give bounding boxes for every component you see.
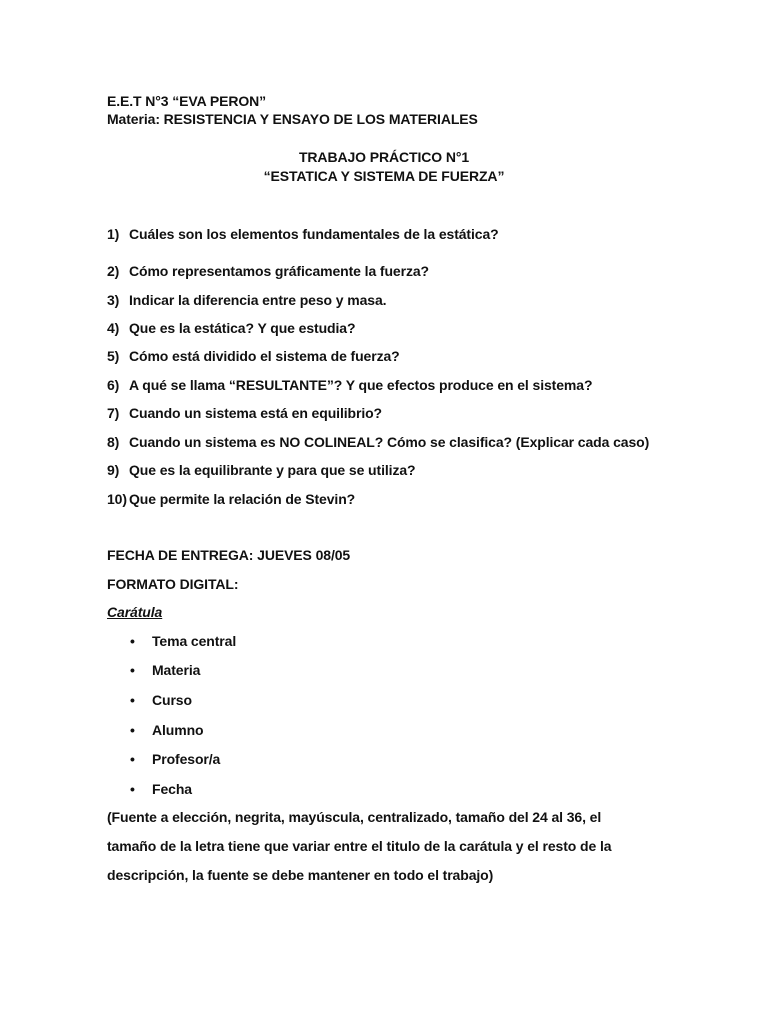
list-item bbox=[0, 633, 768, 653]
bullet-icon: • bbox=[130, 722, 135, 738]
assignment-title: TRABAJO PRÁCTICO N°1 bbox=[298, 149, 470, 165]
question-item bbox=[0, 405, 768, 425]
list-item-text: Profesor/a bbox=[152, 751, 221, 767]
question-number: 9) bbox=[107, 462, 120, 478]
question-text: Que permite la relación de Stevin? bbox=[129, 491, 356, 507]
question-text: Cuando un sistema está en equilibrio? bbox=[129, 405, 383, 421]
bullet-icon: • bbox=[130, 781, 135, 797]
question-number: 6) bbox=[107, 377, 120, 393]
question-text: A qué se llama “RESULTANTE”? Y que efectos produce en el sistema? bbox=[129, 377, 593, 393]
list-item-text: Materia bbox=[152, 662, 201, 678]
question-item bbox=[0, 320, 768, 340]
question-text: Indicar la diferencia entre peso y masa. bbox=[129, 292, 387, 308]
question-text: Cuáles son los elementos fundamentales de la estática? bbox=[129, 226, 499, 242]
list-item bbox=[0, 692, 768, 712]
question-number: 1) bbox=[107, 226, 120, 242]
question-item bbox=[0, 434, 768, 454]
school-name: E.E.T N°3 “EVA PERON” bbox=[107, 93, 267, 109]
bullet-icon: • bbox=[130, 751, 135, 767]
bullet-icon: • bbox=[130, 633, 135, 649]
question-text: Que es la equilibrante y para que se utiliza? bbox=[129, 462, 416, 478]
bullet-icon: • bbox=[130, 662, 135, 678]
list-item-text: Tema central bbox=[152, 633, 237, 649]
assignment-subtitle: “ESTATICA Y SISTEMA DE FUERZA” bbox=[263, 168, 505, 184]
question-item bbox=[0, 462, 768, 482]
question-number: 2) bbox=[107, 263, 120, 279]
question-number: 3) bbox=[107, 292, 120, 308]
list-item bbox=[0, 781, 768, 801]
question-number: 10) bbox=[107, 491, 127, 507]
note-line: descripción, la fuente se debe mantener en todo el trabajo) bbox=[107, 867, 494, 883]
question-text: Que es la estática? Y que estudia? bbox=[129, 320, 356, 336]
list-item-text: Fecha bbox=[152, 781, 192, 797]
note-line: (Fuente a elección, negrita, mayúscula, centralizado, tamaño del 24 al 36, el bbox=[107, 809, 602, 825]
question-item bbox=[0, 491, 768, 511]
delivery-format: FORMATO DIGITAL: bbox=[107, 576, 239, 592]
question-number: 4) bbox=[107, 320, 120, 336]
question-number: 8) bbox=[107, 434, 120, 450]
question-text: Cuando un sistema es NO COLINEAL? Cómo se clasifica? (Explicar cada caso) bbox=[129, 434, 650, 450]
question-text: Cómo está dividido el sistema de fuerza? bbox=[129, 348, 400, 364]
list-item bbox=[0, 662, 768, 682]
question-item bbox=[0, 263, 768, 283]
question-item bbox=[0, 377, 768, 397]
question-item bbox=[0, 292, 768, 312]
question-item bbox=[0, 226, 768, 246]
question-number: 7) bbox=[107, 405, 120, 421]
note-line: tamaño de la letra tiene que variar entre el titulo de la carátula y el resto de la bbox=[107, 838, 612, 854]
list-item bbox=[0, 751, 768, 771]
question-item bbox=[0, 348, 768, 368]
delivery-date: FECHA DE ENTREGA: JUEVES 08/05 bbox=[107, 547, 351, 563]
list-item-text: Alumno bbox=[152, 722, 204, 738]
bullet-icon: • bbox=[130, 692, 135, 708]
question-text: Cómo representamos gráficamente la fuerza? bbox=[129, 263, 430, 279]
list-item bbox=[0, 722, 768, 742]
subject-line: Materia: RESISTENCIA Y ENSAYO DE LOS MATERIALES bbox=[107, 111, 478, 127]
cover-heading: Carátula bbox=[107, 604, 163, 620]
list-item-text: Curso bbox=[152, 692, 192, 708]
question-number: 5) bbox=[107, 348, 120, 364]
